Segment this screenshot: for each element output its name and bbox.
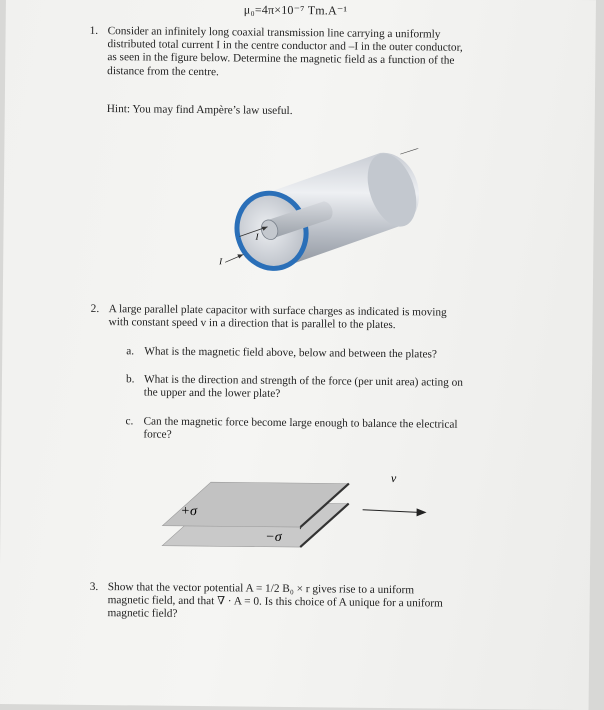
question-3-line: Show that the vector potential A = 1/2 B₀ × r gives rise to a uniform (108, 581, 550, 599)
velocity-label: v (391, 471, 397, 485)
question-2b-line: the upper and the lower plate? (144, 387, 546, 404)
question-1 (89, 25, 550, 83)
question-2-number: 2. (91, 303, 100, 316)
upper-plate-charge-label: +σ (181, 504, 199, 519)
outer-current-label: I (218, 256, 223, 266)
question-1-number: 1. (90, 25, 99, 38)
question-1-line: distributed total current I in the centre conductor and –I in the outer conductor, (107, 38, 549, 56)
lower-plate-charge-label: −σ (265, 530, 283, 545)
question-2 (90, 303, 550, 334)
question-2a-label: a. (126, 345, 134, 358)
question-2-line: with constant speed v in a direction that is parallel to the plates. (108, 316, 550, 334)
question-2b (126, 373, 546, 404)
question-2c (125, 415, 545, 446)
question-2c-line: force? (143, 429, 545, 446)
velocity-arrowhead (417, 508, 427, 516)
coaxial-cable-figure (203, 146, 434, 283)
question-2b-line: What is the direction and strength of the force (per unit area) acting on (144, 373, 546, 390)
question-2-line: A large parallel plate capacitor with surface charges as indicated is moving (109, 303, 551, 321)
question-2c-label: c. (125, 415, 133, 428)
question-2a-line: What is the magnetic field above, below and between the plates? (144, 345, 546, 362)
axis-line (400, 148, 418, 154)
question-2a (126, 345, 546, 363)
question-3-line: magnetic field? (107, 608, 549, 626)
question-1-line: as seen in the figure below. Determine the magnetic field as a function of the (107, 51, 549, 69)
question-1-line: distance from the centre. (107, 65, 549, 83)
capacitor-plates-figure (150, 464, 441, 555)
question-2c-line: Can the magnetic force become large enough to balance the electrical (143, 415, 545, 432)
question-2b-label: b. (126, 373, 135, 386)
question-1-line: Consider an infinitely long coaxial transmission line carrying a uniformly (108, 25, 550, 43)
velocity-arrow (363, 510, 419, 513)
question-3-number: 3. (90, 581, 99, 594)
question-3 (89, 581, 549, 625)
permeability-constant: μ₀=4π×10⁻⁷ Tm.A⁻¹ (244, 2, 348, 18)
inner-current-label: I (254, 232, 259, 242)
question-1-hint: Hint: You may find Ampère’s law useful. (107, 103, 293, 117)
question-3-line: magnetic field, and that ∇ · A = 0. Is this choice of A unique for a uniform (108, 594, 550, 612)
